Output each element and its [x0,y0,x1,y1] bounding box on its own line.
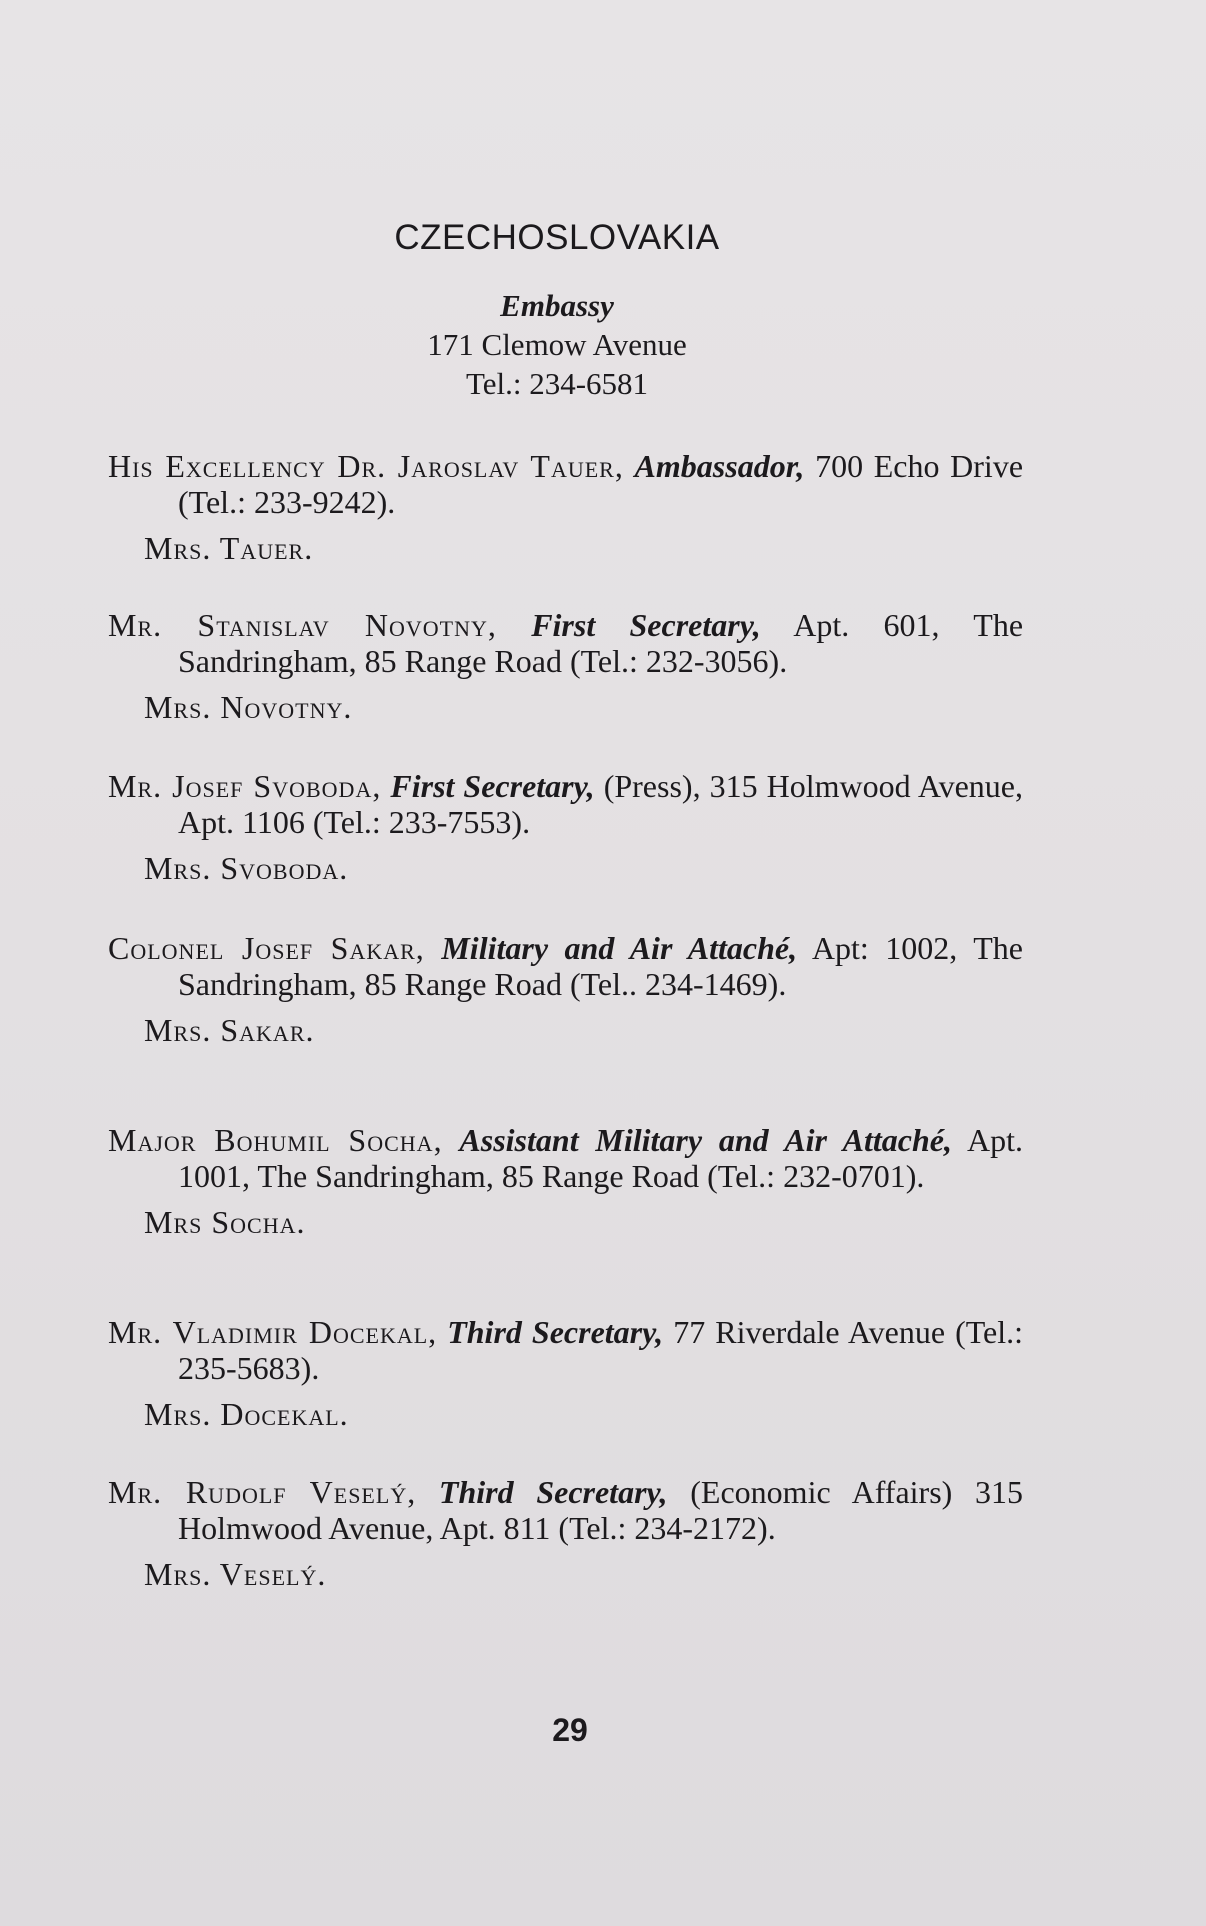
diplomat-details: Apt: 1002, The Sandringham, 85 Range Road (Tel.. 234-1469). [178,930,1024,1002]
diplomat-details: Apt. 601, The Sandringham, 85 Range Road (Tel.: 232-3056). [178,607,1024,679]
spouse-name: Mrs. Svoboda. [144,850,349,886]
diplomat-name: Mr. Vladimir Docekal, [108,1314,438,1350]
page-number: 29 [552,1712,588,1748]
embassy-tel: Tel.: 234-6581 [465,366,649,401]
diplomat-details: (Economic Affairs) 315 Holmwood Avenue, Apt. 811 (Tel.: 234-2172). [178,1474,1024,1546]
diplomat-title: First Secretary, [531,607,761,643]
diplomat-title: First Secretary, [390,768,595,804]
entry-main [108,768,1023,840]
diplomat-name: Colonel Josef Sakar, [108,930,425,966]
spouse-name: Mrs Socha. [144,1204,306,1240]
spouse-name: Mrs. Docekal. [144,1396,349,1432]
entry-main [108,607,1023,679]
diplomat-details: 77 Riverdale Avenue (Tel.: 235-5683). [178,1314,1024,1386]
entry-main [108,448,1023,520]
spouse-name: Mrs. Novotny. [144,689,353,725]
diplomat-entry [108,1474,1023,1592]
diplomat-name: Mr. Josef Svoboda, [108,768,382,804]
diplomat-title: Third Secretary, [438,1474,668,1510]
diplomat-entry [108,768,1023,886]
entry-main [108,930,1023,1002]
diplomat-title: Assistant Military and Air Attaché, [459,1122,952,1158]
spouse-name: Mrs. Sakar. [144,1012,315,1048]
diplomat-title: Military and Air Attaché, [441,930,798,966]
diplomat-entry [108,930,1023,1048]
diplomat-entry [108,1122,1023,1240]
entry-main [108,1314,1023,1386]
embassy-address: 171 Clemow Avenue [427,327,687,362]
diplomat-entry [108,607,1023,725]
diplomat-details: (Press), 315 Holmwood Avenue, Apt. 1106 (Tel.: 233-7553). [178,768,1024,840]
spouse-name: Mrs. Veselý. [144,1556,327,1592]
entry-main [108,1474,1023,1546]
diplomat-name: Major Bohumil Socha, [108,1122,443,1158]
country-heading: CZECHOSLOVAKIA [394,218,720,257]
diplomat-name: Mr. Stanislav Novotny, [108,607,497,643]
diplomat-name: His Excellency Dr. Jaroslav Tauer, [108,448,624,484]
diplomat-entry [108,1314,1023,1432]
diplomat-title: Third Secretary, [447,1314,664,1350]
diplomat-details: 700 Echo Drive (Tel.: 233-9242). [178,448,1024,520]
entry-main [108,1122,1023,1194]
diplomat-name: Mr. Rudolf Veselý, [108,1474,417,1510]
diplomat-title: Ambassador, [634,448,805,484]
embassy-block [0,286,1114,403]
embassy-label: Embassy [500,288,614,323]
diplomat-entry [108,448,1023,566]
spouse-name: Mrs. Tauer. [144,530,314,566]
diplomat-details: Apt. 1001, The Sandringham, 85 Range Road (Tel.: 232-0701). [178,1122,1024,1194]
